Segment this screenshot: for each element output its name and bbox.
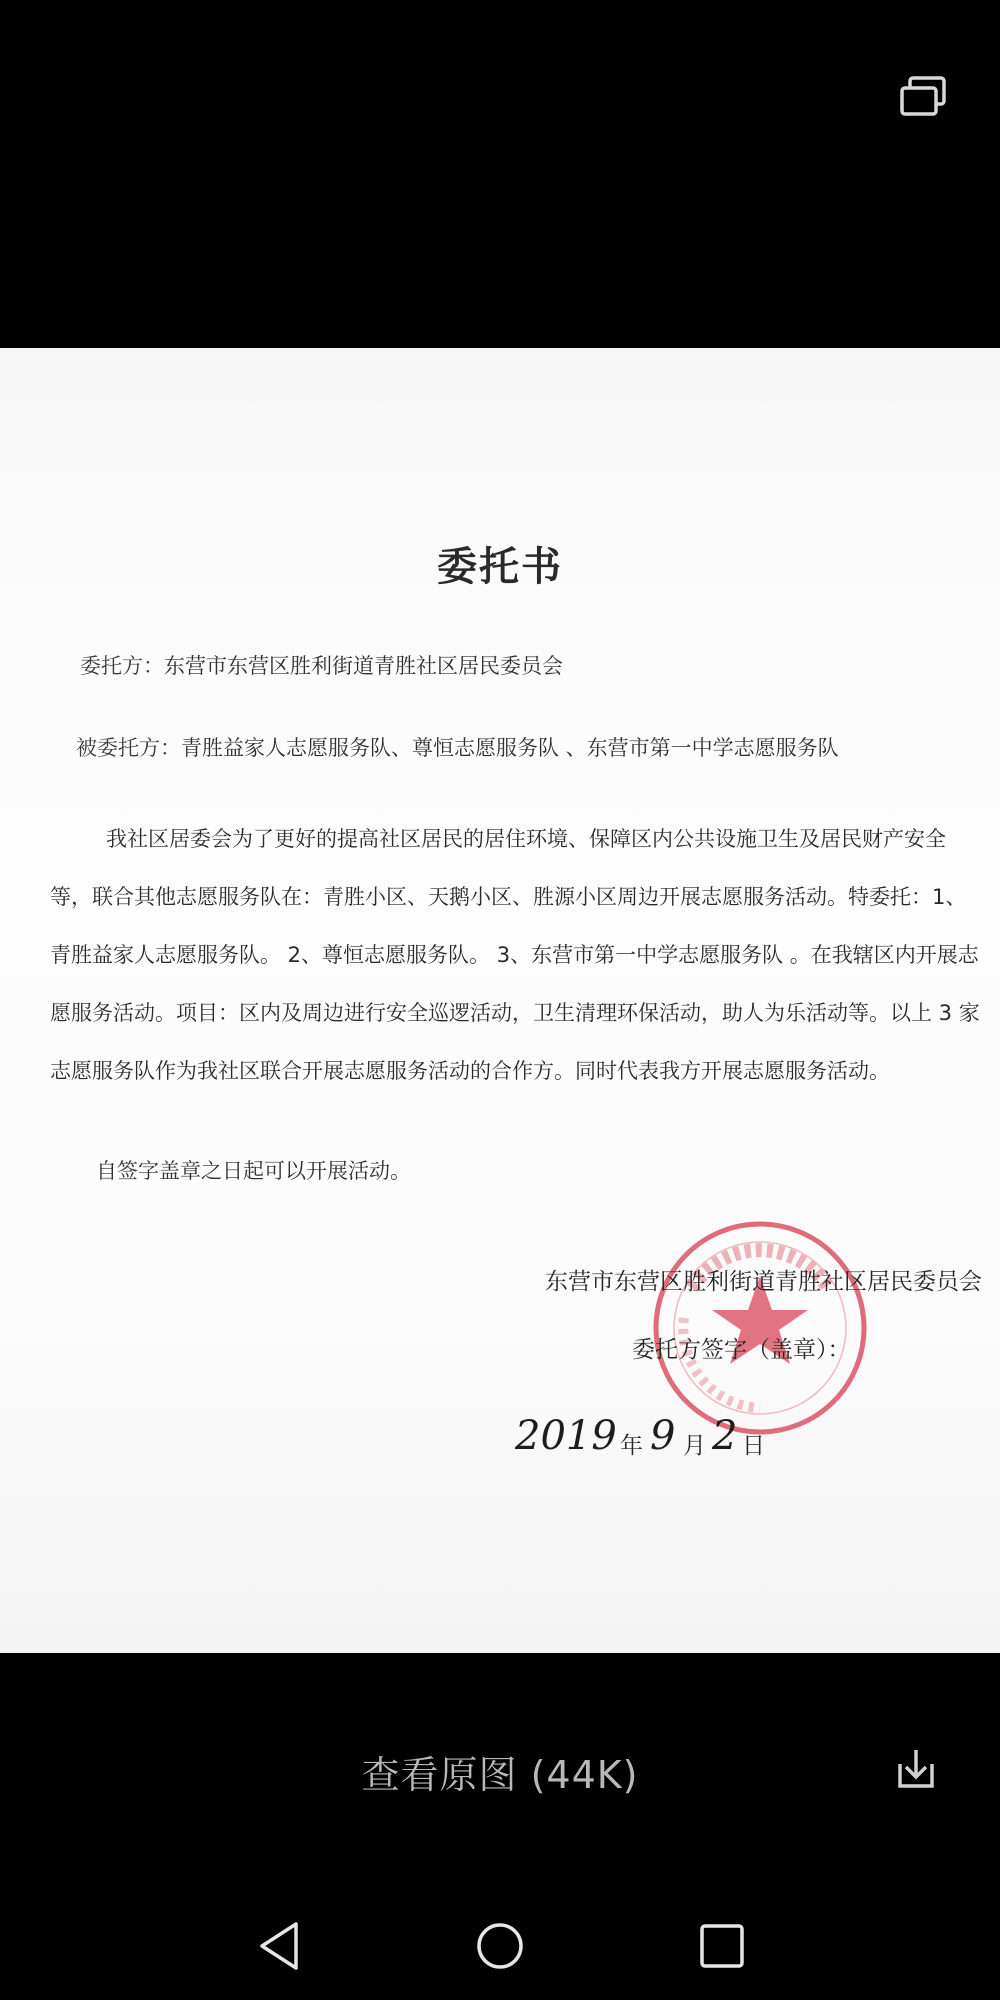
nav-back-button[interactable] xyxy=(252,1916,312,1976)
back-triangle-icon xyxy=(252,1916,312,1976)
multi-window-icon xyxy=(896,74,952,120)
official-seal xyxy=(640,1208,880,1448)
principal-value: 东营市东营区胜利街道青胜社区居民委员会 xyxy=(164,654,563,678)
date-day-handwritten: 2 xyxy=(712,1413,738,1459)
organization-name: 东营市东营区胜利街道青胜社区居民委员会 xyxy=(545,1269,982,1295)
agent-value: 青胜益家人志愿服务队、尊恒志愿服务队 、东营市第一中学志愿服务队 xyxy=(181,736,839,760)
agent-label: 被委托方： xyxy=(76,736,181,760)
download-icon xyxy=(896,1746,936,1790)
recents-square-icon xyxy=(692,1916,752,1976)
date-year-handwritten: 2019 xyxy=(515,1413,617,1459)
date-day-unit: 日 xyxy=(742,1433,765,1459)
nav-home-button[interactable] xyxy=(470,1916,530,1976)
view-original-button[interactable]: 查看原图 (44K) xyxy=(361,1753,639,1797)
document-title: 委托书 xyxy=(437,544,563,590)
nav-recents-button[interactable] xyxy=(692,1916,752,1976)
principal-line xyxy=(80,650,563,680)
signature-label: 委托方签字（盖章）： xyxy=(632,1337,851,1363)
signature-date xyxy=(515,1413,835,1473)
home-circle-icon xyxy=(470,1916,530,1976)
date-year-unit: 年 xyxy=(620,1433,643,1459)
date-month-unit: 月 xyxy=(683,1433,706,1459)
date-month-handwritten: 9 xyxy=(650,1413,676,1459)
principal-label: 委托方： xyxy=(80,654,164,678)
document-photo[interactable] xyxy=(0,348,1000,1653)
agent-line xyxy=(76,732,839,762)
closing-line: 自签字盖章之日起可以开展活动。 xyxy=(96,1159,411,1183)
multi-window-button[interactable] xyxy=(896,74,952,120)
download-button[interactable] xyxy=(896,1746,936,1790)
body-paragraph: 我社区居委会为了更好的提高社区居民的居住环境、保障区内公共设施卫生及居民财产安全等，联合其他志愿服务队在：青胜小区、天鹅小区、胜源小区周边开展志愿服务活动。特委托：1、青胜益家人志愿服务队。 2、尊恒志愿服务队。 3、东营市第一中学志愿服务队 。在我辖区内开展志愿服务活动。项目：区内及周边进行安全巡逻活动，卫生清理环保活动，助人为乐活动等。以上 3 家志愿服务队作为我社区联合开展志愿服务活动的合作方。同时代表我方开展志愿服务活动。 xyxy=(50,827,980,1083)
